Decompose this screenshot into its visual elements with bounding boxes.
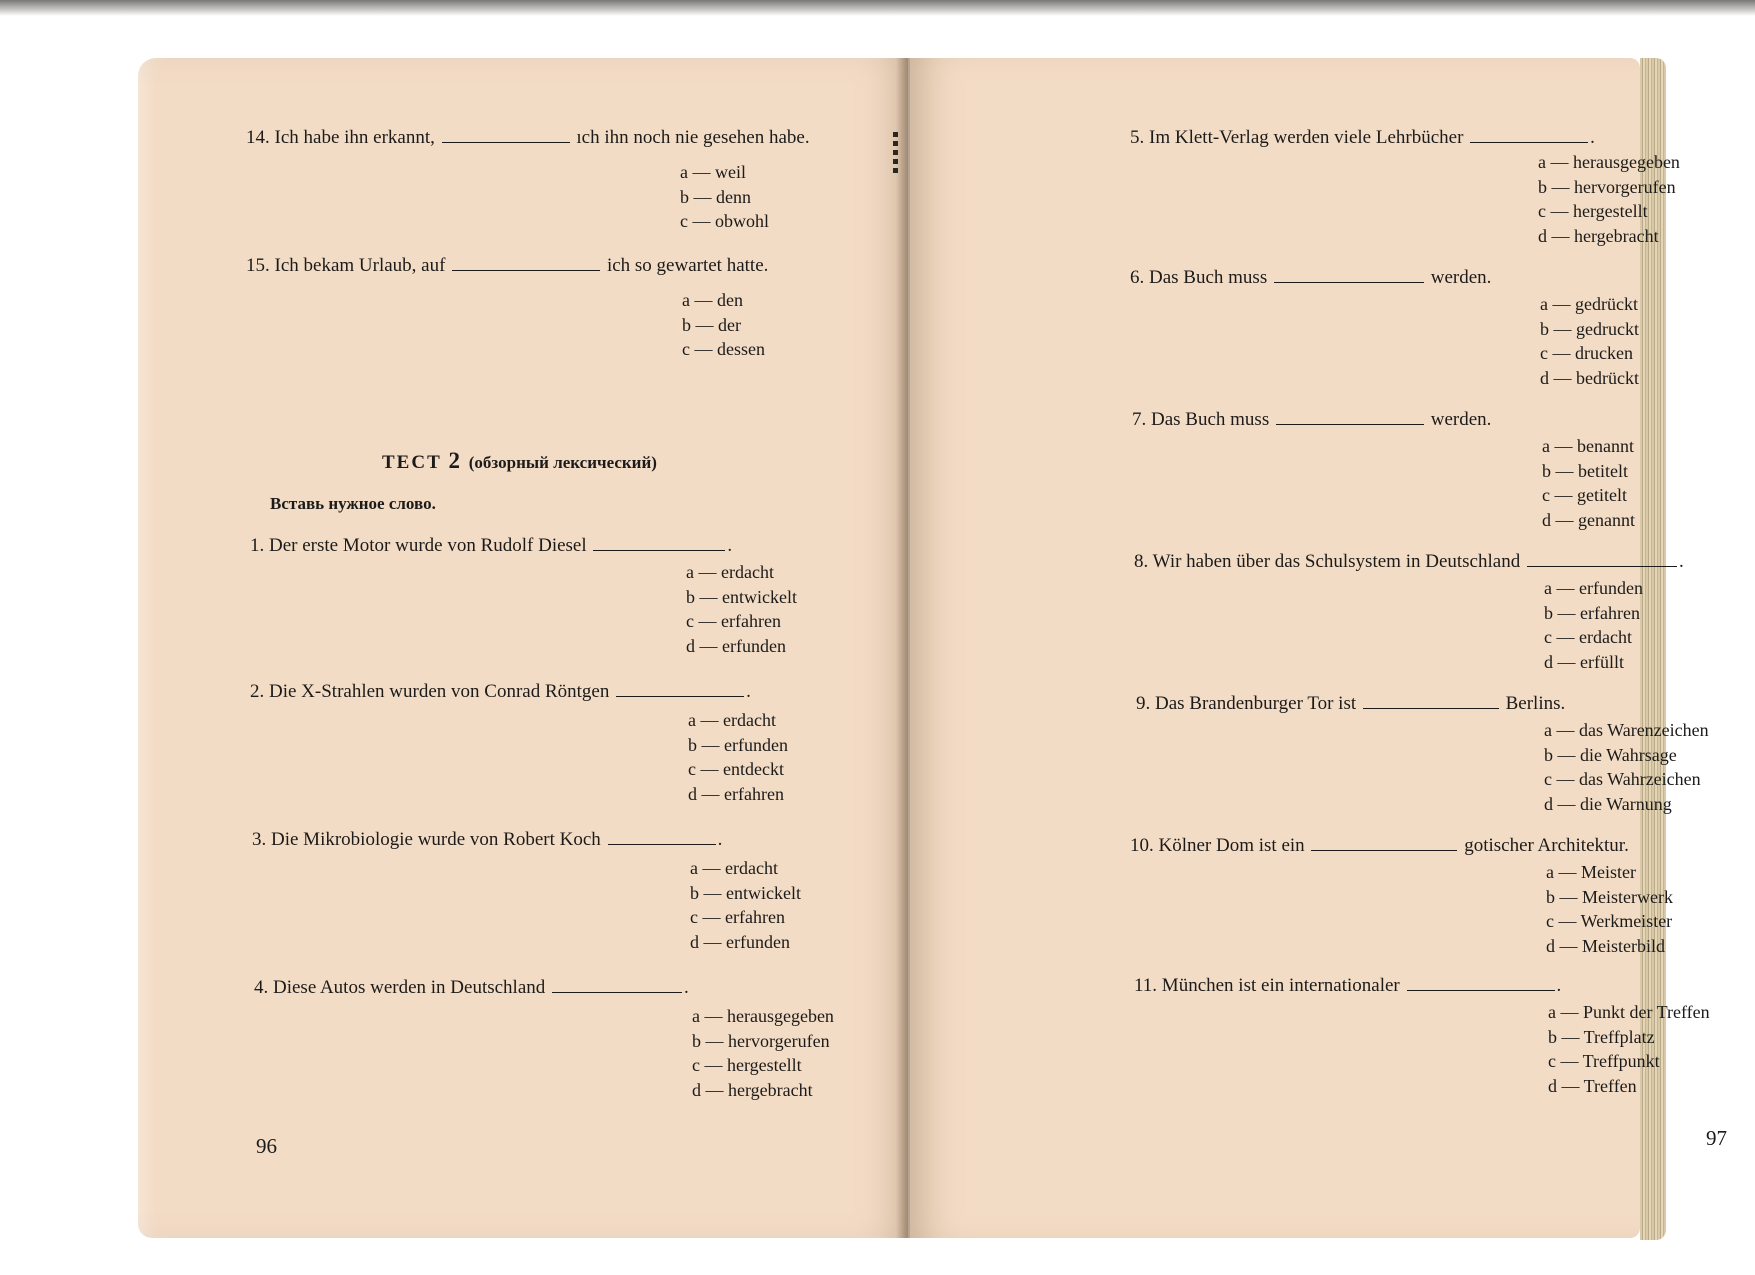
answer-blank [1527, 550, 1677, 567]
question-11-text-before: 11. München ist ein internationaler [1134, 975, 1405, 996]
option-c: c — hergestellt [1538, 201, 1648, 221]
question-8-text-after: . [1678, 551, 1684, 572]
option-c: c — Treffpunkt [1548, 1051, 1660, 1071]
option-d: d — hergebracht [1538, 225, 1659, 246]
option-b: b — Treffplatz [1548, 1026, 1655, 1047]
option-d: d — erfunden [686, 635, 786, 656]
answer-blank [616, 680, 744, 697]
question-14-text-after: ıch ihn noch nie gesehen habe. [571, 127, 810, 148]
question-15-text-before: 15. Ich bekam Urlaub, auf [246, 255, 451, 276]
option-d: d — Meisterbild [1546, 935, 1665, 956]
option-a: a — gedrückt [1540, 294, 1638, 314]
option-c: c — hergestellt [692, 1055, 802, 1075]
option-a: a — herausgegeben [1538, 152, 1680, 172]
question-8-options [1544, 576, 1643, 674]
answer-blank [608, 828, 716, 845]
answer-blank [452, 254, 600, 271]
answer-blank [1274, 266, 1424, 283]
question-2-text-after: . [746, 681, 751, 702]
option-b: b — denn [680, 186, 751, 207]
left-page [138, 58, 908, 1238]
option-d: d — erfahren [688, 783, 784, 804]
open-book [138, 58, 1727, 1243]
question-15-options [682, 288, 765, 362]
question-5 [1130, 126, 1595, 150]
option-b: b — Meisterwerk [1546, 886, 1673, 907]
option-d: d — bedrückt [1540, 367, 1639, 388]
option-d: d — erfunden [690, 931, 790, 952]
page-number-right: 97 [1706, 1126, 1727, 1150]
question-1 [250, 534, 732, 558]
question-2-options [688, 708, 788, 806]
answer-blank [1311, 834, 1457, 851]
question-11 [1134, 974, 1561, 998]
question-9 [1136, 692, 1565, 716]
option-c: c — obwohl [680, 211, 769, 231]
option-b: b — der [682, 314, 741, 335]
option-d: d — genannt [1542, 509, 1635, 530]
answer-blank [1470, 126, 1588, 143]
option-a: a — erfunden [1544, 578, 1643, 598]
option-b: b — entwickelt [690, 882, 801, 903]
option-c: c — erdacht [1544, 627, 1632, 647]
question-6-text-before: 6. Das Buch muss [1130, 267, 1272, 288]
question-11-options [1548, 1000, 1710, 1098]
option-d: d — Treffen [1548, 1075, 1637, 1096]
test-title: ТЕСТ [382, 452, 442, 473]
test-instruction: Вставь нужное слово. [270, 494, 436, 513]
option-c: c — das Wahrzeichen [1544, 769, 1701, 789]
option-a: a — Punkt der Treffen [1548, 1002, 1710, 1022]
right-page [910, 58, 1727, 1238]
question-5-text-after: . [1590, 127, 1595, 148]
answer-blank [1407, 974, 1555, 991]
option-d: d — hergebracht [692, 1079, 813, 1100]
question-14-options [680, 160, 769, 234]
option-c: c — erfahren [686, 611, 781, 631]
test-subtitle: (обзорный лексический) [468, 453, 657, 472]
question-6 [1130, 266, 1491, 290]
question-7-text-after: werden. [1425, 409, 1492, 430]
option-b: b — hervorgerufen [692, 1030, 830, 1051]
question-3-text-before: 3. Die Mikrobiologie wurde von Robert Koch [252, 829, 606, 850]
question-4-text-after: . [684, 977, 689, 998]
question-10-text-after: gotischer Architektur. [1459, 835, 1629, 856]
question-5-text-before: 5. Im Klett-Verlag werden viele Lehrbücher [1130, 127, 1469, 148]
option-a: a — erdacht [688, 710, 776, 730]
option-c: c — drucken [1540, 343, 1633, 363]
question-3 [252, 828, 722, 852]
test-number: 2 [448, 448, 462, 473]
option-b: b — hervorgerufen [1538, 176, 1676, 197]
question-1-text-after: . [727, 535, 733, 556]
question-9-text-before: 9. Das Brandenburger Tor ist [1136, 693, 1361, 714]
question-14 [246, 126, 810, 150]
option-a: a — das Warenzeichen [1544, 720, 1709, 740]
question-8-text-before: 8. Wir haben über das Schulsystem in Deutschland [1134, 551, 1525, 572]
option-b: b — entwickelt [686, 586, 797, 607]
option-b: b — erfunden [688, 734, 788, 755]
question-15-text-after: ich so gewartet hatte. [602, 255, 769, 276]
question-4-options [692, 1004, 834, 1102]
option-b: b — die Wahrsage [1544, 744, 1677, 765]
answer-blank [442, 126, 570, 143]
option-d: d — die Warnung [1544, 793, 1672, 814]
option-b: b — erfahren [1544, 602, 1640, 623]
scan-top-shadow [0, 0, 1755, 16]
question-9-text-after: Berlins. [1500, 693, 1566, 714]
question-3-options [690, 856, 801, 954]
question-10-options [1546, 860, 1673, 958]
option-c: c — erfahren [690, 907, 785, 927]
option-b: b — gedruckt [1540, 318, 1639, 339]
question-8 [1134, 550, 1684, 574]
option-c: c — dessen [682, 339, 765, 359]
question-2 [250, 680, 751, 704]
question-1-text-before: 1. Der erste Motor wurde von Rudolf Diesel [250, 535, 592, 556]
question-6-text-after: werden. [1425, 267, 1492, 288]
option-b: b — betitelt [1542, 460, 1628, 481]
question-4-text-before: 4. Diese Autos werden in Deutschland [254, 977, 551, 998]
question-7-text-before: 7. Das Buch muss [1132, 409, 1274, 430]
option-c: c — Werkmeister [1546, 911, 1673, 931]
question-9-options [1544, 718, 1709, 816]
option-d: d — erfüllt [1544, 651, 1624, 672]
option-a: a — herausgegeben [692, 1006, 834, 1026]
question-2-text-before: 2. Die X-Strahlen wurden von Conrad Röntgen [250, 681, 615, 702]
page-number-left: 96 [256, 1134, 277, 1158]
option-a: a — benannt [1542, 436, 1634, 456]
question-3-text-after: . [717, 829, 723, 850]
question-5-options [1538, 150, 1680, 248]
question-1-options [686, 560, 797, 658]
question-10 [1130, 834, 1629, 858]
question-7-options [1542, 434, 1635, 532]
answer-blank [1276, 408, 1424, 425]
answer-blank [552, 976, 682, 993]
answer-blank [593, 534, 725, 551]
answer-blank [1363, 692, 1499, 709]
option-a: a — erdacht [690, 858, 778, 878]
question-4 [254, 976, 689, 1000]
option-a: a — Meister [1546, 862, 1636, 882]
option-c: c — entdeckt [688, 759, 784, 779]
question-15 [246, 254, 768, 278]
option-c: c — getitelt [1542, 485, 1627, 505]
option-a: a — den [682, 290, 743, 310]
option-a: a — weil [680, 162, 746, 182]
question-11-text-after: . [1556, 975, 1562, 996]
question-10-text-before: 10. Kölner Dom ist ein [1130, 835, 1310, 856]
question-7 [1132, 408, 1491, 432]
option-a: a — erdacht [686, 562, 774, 582]
gutter-binding-marks [893, 132, 898, 174]
test-heading [382, 448, 657, 474]
question-14-text-before: 14. Ich habe ihn erkannt, [246, 127, 440, 148]
question-6-options [1540, 292, 1639, 390]
